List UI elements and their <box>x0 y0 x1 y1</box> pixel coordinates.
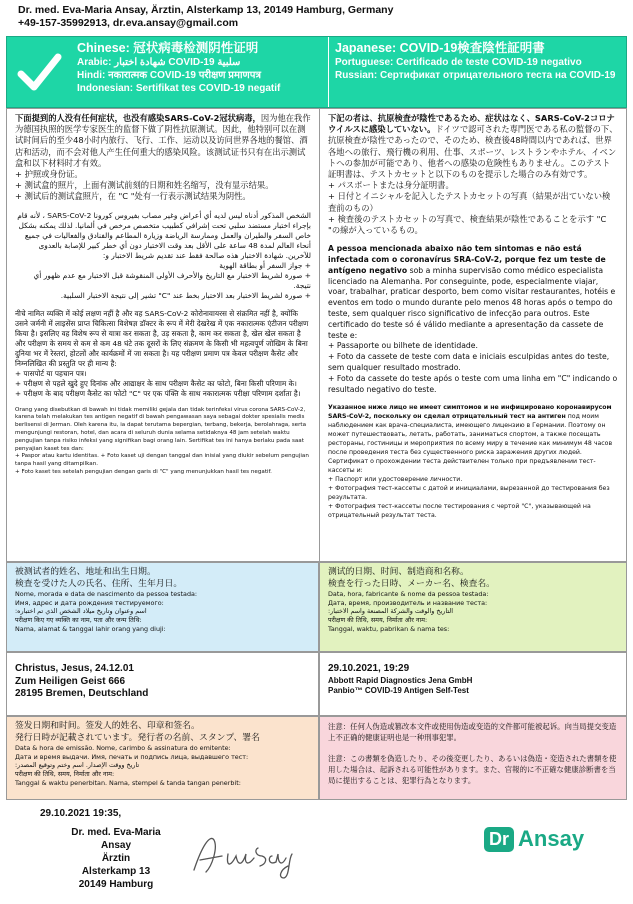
japanese-bullet: + パスポートまたは身分証明書。 <box>328 180 454 191</box>
legal-notice-cell <box>319 716 627 800</box>
issuer-city: 20149 Hamburg <box>78 879 154 890</box>
portuguese-lead: A pessoa mencionada abaixo não tem sintomas e não está infectada com o coronavírus SRA-CoV-2, porque fez um teste de antígeno negativo <box>328 244 606 275</box>
russian-body: под моим наблюдением как врача-специалиста, имеющего лицензию в Германии. Поэтому он может путешествовать, летать, работать, заниматься спортом, а также посещать рестораны, гостиницы и мероприятия по всему миру в течение как минимум 48 часов после проведения теста без существенного риска заражения других людей. Сертификат о прохождении теста действителен только при предъявлении тест-кассеты и: <box>328 413 613 475</box>
chinese-bullet: + 测试后的测试盒照片，在 "C "处有一行表示测试结果为阴性。 <box>15 191 251 202</box>
russian-bullet: + Паспорт или удостоверение личности. <box>328 476 463 484</box>
test-label-cell <box>319 562 627 652</box>
person-label-ru: Имя, адрес и дата рождения тестируемого: <box>15 598 164 607</box>
banner-japanese: Japanese: COVID-19検査陰性証明書 <box>335 41 545 55</box>
test-label-ja: 検査を行った日時、メーカー名、検査名。 <box>328 578 495 589</box>
portuguese-bullet: + Passaporte ou bilhete de identidade. <box>328 341 478 351</box>
issue-label-id: Tanggal & waktu penerbitan. Nama, stempel & tanda tangan penerbit: <box>15 778 241 787</box>
arabic-body: الشخص المذكور أدناه ليس لديه أي أعراض وغير مصاب بفيروس كورونا SARS-CoV-2 ، لأنه قام بإجراء اختبار مستضد سلبي تحت إشرافي كطبيب متخصص مرخص في ألمانيا. لذلك يمكنه بشكل خاص السفر والطيران والعمل وممارسة الرياضة وزيارة المطاعم والفنادق والفعاليات في جميع أنحاء العالم لمدة 48 ساعة على الأقل بعد وقت الاختبار دون أي خطر كبير للإصابة بالعدوى للآخرين. شهادة الاختبار هذه صالحة فقط عند تقديم شريط الاختبار و: <box>17 210 311 260</box>
issue-label-ru: Дата и время выдачи. Имя, печать и подпись лица, выдавшего тест: <box>15 752 249 761</box>
russian-bullet: + Фотография тест-кассеты с датой и инициалами, вырезанной до тестирования без результата. <box>328 485 610 502</box>
portuguese-bullet: + Foto da cassete de teste com data e iniciais esculpidas antes do teste, sem qualquer resultado mostrado. <box>328 352 610 372</box>
chinese-lead: 下面提到的人没有任何症状，也没有感染SARS-CoV-2冠状病毒， <box>15 113 261 123</box>
test-label-hi: परीक्षण की तिथि, समय, निर्माता और नाम: <box>328 615 428 624</box>
banner-right <box>329 37 626 107</box>
chinese-bullet: + 测试盒的照片，上面有测试前刻的日期和姓名缩写，没有显示结果。 <box>15 180 274 191</box>
checkmark-icon <box>7 37 71 107</box>
issuer-title: Ärztin <box>101 853 131 864</box>
japanese-body: ドイツで認可された専門医である私の監督の下、抗原検査が陰性であったので、そのため、検査後48時間以内であれば、世界各地への旅行、飛行機の利用、仕事、スポーツ、レストランやホテル、イベントへの参加が可能であり、他者への感染の危険性もありません。このテスト証明書は、テストカセットと以下のものを提示した場合のみ有効です。 <box>328 124 618 180</box>
hindi-bullet: + परीक्षण के बाद परीक्षण कैसेट का फोटो "C" पर एक पंक्ति के साथ नकारात्मक परीक्षा परिणाम दर्शाता है। <box>15 388 301 398</box>
issuer-street: Alsterkamp 13 <box>81 866 151 877</box>
portuguese-text <box>328 244 618 395</box>
test-value-cell <box>319 652 627 716</box>
issuer-name: Dr. med. Eva-Maria Ansay <box>71 827 161 851</box>
document-header <box>18 4 393 30</box>
issue-label-hi: परीक्षण की तिथि, समय, निर्माता और नाम: <box>15 769 115 778</box>
person-label-cell <box>6 562 319 652</box>
form-grid <box>6 562 627 800</box>
chinese-body: 因为他在我作为德国执照的医学专家医生的监督下做了阴性抗原测试。因此，他特别可以在测试时间后的至少48小时内旅行、飞行、工作、运动以及访问世界各地的餐馆、酒店和活动，而不会对他人产生任何重大的感染风险。该测试证书只有在出示测试盒和以下材料时才有效。 <box>15 113 311 168</box>
hindi-text <box>15 309 311 399</box>
issue-label-ar: تاريخ ووقت الإصدار. اسم وختم وتوقيع المصدر: <box>15 761 140 770</box>
banner-hindi: Hindi: नकारात्मक COVID-19 परीक्षण प्रमाणपत्र <box>77 70 261 81</box>
header-contact: +49-157-35992913, dr.eva.ansay@gmail.com <box>18 17 239 29</box>
test-datetime: 29.10.2021, 19:29 <box>328 663 410 674</box>
test-label-ar: التاريخ والوقت والشركة المصنعة واسم الاختبار: <box>328 607 453 616</box>
hindi-body: नीचे नामित व्यक्ति में कोई लक्षण नहीं है और वह SARS-CoV-2 कोरोनावायरस से संक्रमित नहीं है, क्योंकि उसने जर्मनी में लाइसेंस प्राप्त चिकित्सा विशेषज्ञ डॉक्टर के रूप में मेरी देखरेख में एक नकारात्मक एंटीजन परीक्षण किया है। इसलिए वह विशेष रूप से यात्रा कर सकता है, उड़ सकता है, काम कर सकता है, खेल खेल सकता है और परीक्षण के समय से कम से कम 48 घंटे तक दूसरों के लिए संक्रमण के किसी भी महत्वपूर्ण जोखिम के बिना दुनिया भर में रेस्तरां, होटलों और कार्यक्रमों में जा सकता है। यह परीक्षण प्रमाण पत्र केवल परीक्षण कैसेट और निम्नलिखित की प्रस्तुति पर ही मान्य है: <box>15 308 309 368</box>
notice-ja: 注意：この書類を偽造したり、その後変更したり、あるいは偽造・変造された書類を使用した場合は、起訴される可能性があります。また、官報的に不正確な健康診断書を当局に提出することは、犯罪行為となります。 <box>328 754 617 785</box>
chinese-bullet: + 护照或身份证。 <box>15 169 83 180</box>
person-name-dob: Christus, Jesus, 24.12.01 <box>15 663 134 674</box>
body-left-column <box>7 109 320 561</box>
hindi-bullet: + पासपोर्ट या पहचान पत्र। <box>15 368 87 378</box>
indonesian-text <box>15 407 311 477</box>
test-name: Panbio™ COVID-19 Antigen Self-Test <box>328 685 469 695</box>
russian-bullet: + Фотография тест-кассеты после тестирования с чертой "C", указывающей на отрицательный результат теста. <box>328 503 591 520</box>
banner-portuguese: Portuguese: Certificado de teste COVID-19 negativo <box>335 57 582 68</box>
japanese-lead: 下記の者は、抗原検査が陰性であるため、症状はなく、SARS-CoV-2コロナウイルスに感染していない。 <box>328 113 615 135</box>
person-label-ar: اسم وعنوان وتاريخ ميلاد الشخص الذي تم اختباره: <box>15 607 147 616</box>
logo-text: Ansay <box>518 826 585 851</box>
issuer-block <box>56 826 176 891</box>
person-label-pt: Nome, morada e data de nascimento da pessoa testada: <box>15 590 198 599</box>
issue-label-cell <box>6 716 319 800</box>
issue-label-pt: Data & hora de emissão. Nome, carimbo & assinatura do emitente: <box>15 744 231 753</box>
russian-text <box>328 403 618 520</box>
title-banner <box>6 36 627 108</box>
issue-label-zh: 签发日期和时间。签发人的姓名、印章和签名。 <box>15 721 200 731</box>
japanese-bullet: + 日付とイニシャルを記入したテストカセットの写真（結果が出ていない検査前のもの） <box>328 191 611 213</box>
person-value-cell <box>6 652 319 716</box>
indonesian-body: Orang yang disebutkan di bawah ini tidak memiliki gejala dan tidak terinfeksi virus corona SARS-CoV-2, karena telah melakukan tes antigen negatif di bawah pengawasan saya sebagai dokter spesialis medis berlisensi di Jerman. Oleh karena itu, ia dapat terutama bepergian, terbang, bekerja, berolahraga, serta mengunjungi restoran, hotel, dan acara di seluruh dunia selama setidaknya 48 jam setelah waktu pengujian tanpa risiko infeksi yang signifikan bagi orang lain. Sertifikat tes ini hanya berlaku pada saat penyajian kaset tes dan: <box>15 406 307 452</box>
body-right-column <box>320 109 626 561</box>
person-label-hi: परीक्षण किए गए व्यक्ति का नाम, पता और जन्म तिथि: <box>15 615 142 624</box>
arabic-bullet: + صورة لشريط الاختبار مع التاريخ والأحرف الأولى المنقوشة قبل الاختبار مع عدم ظهور أي نتيجة. <box>33 270 311 290</box>
person-street: Zum Heiligen Geist 666 <box>15 675 126 687</box>
portuguese-bullet: + Foto da cassete do teste após o teste com uma linha em "C" indicando o resultado negativo do teste. <box>328 373 618 394</box>
header-address: Dr. med. Eva-Maria Ansay, Ärztin, Alsterkamp 13, 20149 Hamburg, Germany <box>18 4 394 16</box>
hindi-bullet: + परीक्षण से पहले खुदे हुए दिनांक और आद्याक्षर के साथ परीक्षण कैसेट का फोटो, बिना किसी परिणाम के। <box>15 378 297 388</box>
issue-label-ja: 発行日時が記載されています。発行者の名前、スタンプ、署名 <box>15 732 260 743</box>
chinese-text <box>15 113 311 203</box>
person-label-ja: 検査を受けた人の氏名、住所、生年月日。 <box>15 578 183 589</box>
banner-russian: Russian: Сертификат отрицательного теста на COVID-19 <box>335 70 616 81</box>
indonesian-bullet: + Foto kaset tes setelah pengujian dengan garis di "C" yang menunjukkan hasil tes negatif. <box>15 469 272 475</box>
signature-image <box>188 826 328 880</box>
japanese-text <box>328 113 618 236</box>
notice-zh: 注意：任何人伪造或篡改本文件或使用伪造或变造的文件都可能被起诉。向当局提交变造上不正确的健康证明也是一种刑事犯罪。 <box>328 722 617 742</box>
certificate-body <box>6 108 627 562</box>
test-label-pt: Data, hora, fabricante & nome da pessoa testada: <box>328 590 489 599</box>
indonesian-bullet: + Paspor atau kartu identitas. + Foto kaset uji dengan tanggal dan inisial yang diukir sebelum pengujian tanpa hasil yang ditampilkan. <box>15 453 309 468</box>
test-manufacturer: Abbott Rapid Diagnostics Jena GmbH <box>328 675 473 685</box>
arabic-text <box>15 211 311 301</box>
person-city: 28195 Bremen, Deutschland <box>15 688 149 699</box>
person-label-id: Nama, alamat & tanggal lahir orang yang diuji: <box>15 624 166 633</box>
portuguese-body: sob a minha supervisão como médico especialista licenciado na Alemanha. Por conseguinte, pode, especialmente viajar, voar, trabalhar, praticar desporto, bem como visitar restaurantes, hotéis e eventos em todo o mundo durante pelo menos 48 horas após o tempo do teste, sem qualquer risco significativo de infecção para outros. Este certificado do teste só é válido mediante a apresentação da cassete de teste e: <box>328 265 616 340</box>
banner-left <box>71 37 329 107</box>
person-label-zh: 被测试者的姓名、地址和出生日期。 <box>15 567 156 577</box>
dr-ansay-logo <box>484 826 584 852</box>
logo-mark: Dr <box>484 827 514 852</box>
test-label-ru: Дата, время, производитель и название теста: <box>328 598 488 607</box>
banner-arabic: Arabic: شهادة اختبار COVID-19 سلبية <box>77 57 241 68</box>
arabic-bullet: + جواز السفر أو بطاقة الهوية <box>219 260 311 270</box>
banner-chinese: Chinese: 冠状病毒检测阴性证明 <box>77 41 259 55</box>
banner-indonesian: Indonesian: Sertifikat tes COVID-19 negatif <box>77 83 281 94</box>
test-label-id: Tanggal, waktu, pabrikan & nama tes: <box>328 624 450 633</box>
russian-lead: Указанное ниже лицо не имеет симптомов и не инфицировано коронавирусом SARS-CoV-2, поскольку он сделал отрицательный тест на антиген <box>328 404 612 421</box>
arabic-bullet: + صورة لشريط الاختبار بعد الاختبار بخط عند "C" تشير إلى نتيجة الاختبار السلبية. <box>60 290 311 300</box>
test-label-zh: 测试的日期、时间、制造商和名称。 <box>328 567 469 577</box>
japanese-bullet: + 検査後のテストカセットの写真で、検査結果が陰性であることを示す "C "の線が入っているもの。 <box>328 213 607 236</box>
issue-datetime: 29.10.2021 19:35, <box>40 808 122 819</box>
